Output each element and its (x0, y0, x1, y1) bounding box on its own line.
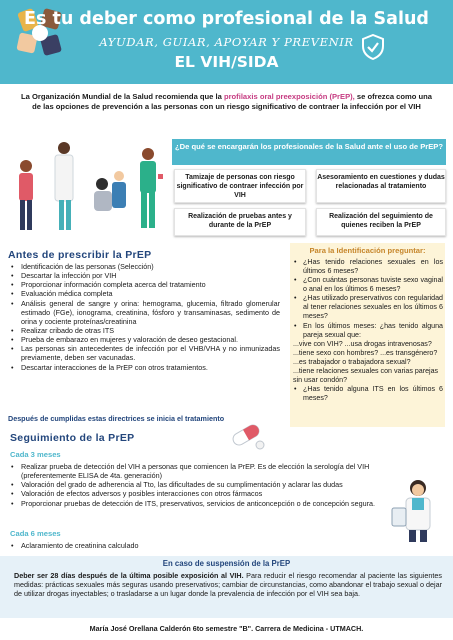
list-item: • Aclaramiento de creatinina calculado (10, 541, 390, 550)
list-item: • ¿Con cuántas personas tuviste sexo vaginal o anal en los últimos 6 meses? (293, 276, 443, 294)
intro-text-before: La Organización Mundial de la Salud recomienda que la (20, 92, 224, 101)
seguimiento-title: Seguimiento de la PrEP (10, 432, 135, 444)
list-item: ...vive con VIH? ...usa drogas intravenosas? (293, 339, 432, 348)
seguimiento-6m-list (10, 541, 390, 550)
doctor-icon (388, 476, 444, 544)
author-credit: María José Orellana Calderón 6to semestre "B". Carrera de Medicina - UTMACH. (89, 624, 364, 633)
list-item: • Las personas sin antecedentes de infección por el VHB/VHA y no inmunizadas previamente, deben ser vacunadas. (10, 344, 280, 362)
list-item: • ¿Has tenido relaciones sexuales en los últimos 6 meses? (293, 258, 443, 276)
list-item: • Descartar la infección por VIH (10, 271, 280, 280)
list-item: • Valoración del grado de adherencia al Tto, las dificultades de su cumplimentación y aclarar las dudas (10, 480, 418, 489)
ident-title: Para la Identificación preguntar: (309, 246, 426, 255)
tasks-question-banner: ¿De qué se encargarán los profesionales de la Salud ante el uso de PrEP? (172, 139, 446, 165)
list-item: • ¿Has utilizado preservativos con regularidad al tener relaciones sexuales en los últimos 6 meses? (293, 294, 443, 321)
list-item: • Valoración de efectos adversos y posibles interacciones con otros fármacos (10, 489, 418, 498)
list-item: • Realizar prueba de detección del VIH a personas que comiencen la PrEP. Es de elección la serología del VIH (preferentemente ELISA de 4ta. generación) (10, 462, 418, 480)
list-item: • Realizar cribado de otras ITS (10, 326, 280, 335)
task-card-followup: Realización del seguimiento de quienes reciben la PrEP (316, 208, 446, 236)
list-item: • Análisis general de sangre y orina: hemograma, glucemia, filtrado glomerular estimado (FGe), ionograma, creatinina, fósforo y transaminasas, sedimento de orina y cociente proteínas/creatinina (10, 299, 280, 326)
ident-questions (293, 258, 443, 403)
cada-3-meses-label: Cada 3 meses (10, 450, 61, 459)
antes-title: Antes de prescribir la PrEP (8, 249, 152, 261)
suspension-title: En caso de suspensión de la PrEP (162, 559, 291, 568)
list-item: • Proporcionar información completa acerca del tratamiento (10, 280, 280, 289)
task-card-counseling: Asesoramiento en cuestiones y dudas relacionadas al tratamiento (316, 169, 446, 203)
health-workers-illustration (12, 136, 166, 236)
antes-list (10, 262, 280, 372)
list-item: ...tiene relaciones sexuales con varias parejas sin usar condón? (293, 366, 439, 385)
antes-footer: Después de cumplidas estas directrices se inicia el tratamiento (8, 414, 225, 423)
list-item: • Identificación de las personas (Selección) (10, 262, 280, 271)
intro-paragraph (16, 92, 437, 113)
list-item: • Evaluación médica completa (10, 289, 280, 298)
cada-6-meses-label: Cada 6 meses (10, 529, 61, 538)
list-item: • ¿Has tenido alguna ITS en los últimos 6 meses? (293, 385, 443, 403)
header-subtitle: AYUDAR, GUIAR, APOYAR Y PREVENIR (99, 35, 354, 49)
pills-icon (226, 420, 266, 450)
shield-check-icon (362, 34, 384, 60)
header-title: Es tu deber como profesional de la Salud (24, 9, 429, 29)
list-item: ...es trabajador o trabajadora sexual? (293, 357, 411, 366)
list-item: • Descartar interacciones de la PrEP con otros tratamientos. (10, 363, 280, 372)
list-item: ...tiene sexo con hombres? ...es transgénero? (293, 348, 438, 357)
suspension-rest-text: Para reducir el riesgo recomendar al paciente las siguientes medidas: prácticas sexuales más seguras usando preservativos; cambiar de circunstancias, como abandonar el trabajo sexual o dejar de utilizar drogas inyectables; o trasladarse a un lugar donde la prevalencia de infección por el VIH sea baja. (14, 571, 442, 599)
header-main-title: EL VIH/SIDA (174, 53, 279, 71)
intro-highlight: profilaxis oral preexposición (PrEP), (223, 92, 355, 101)
task-card-screening: Tamizaje de personas con riesgo significativo de contraer infección por VIH (174, 169, 306, 203)
list-item: • Prueba de embarazo en mujeres y valoración de deseo gestacional. (10, 335, 280, 344)
list-item: • Proporcionar pruebas de detección de ITS, preservativos, servicios de anticoncepción o de concepción segura. (10, 499, 418, 508)
seguimiento-3m-list (10, 462, 418, 508)
task-card-testing: Realización de pruebas antes y durante de la PrEP (174, 208, 306, 236)
list-item: • En los últimos meses: ¿has tenido alguna pareja sexual que: (293, 322, 443, 340)
suspension-bold-text: Deber ser 28 días después de la última posible exposición al VIH. (14, 571, 244, 580)
suspension-text (14, 571, 442, 598)
intro-text-after: se ofrezca como una de las opciones de prevención a las personas con un riesgo significativo de contraer la infección por el VIH (32, 92, 433, 112)
